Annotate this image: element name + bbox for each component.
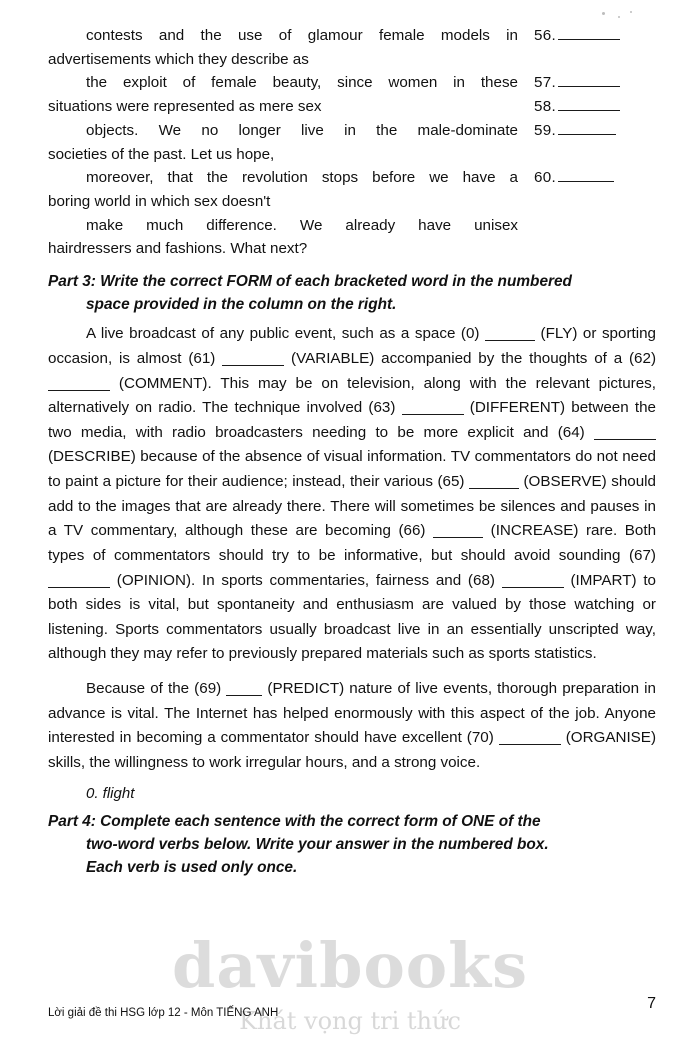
part3-heading-line2: space provided in the column on the right.	[86, 296, 397, 314]
answer-number: 56.	[534, 27, 557, 44]
blank-68[interactable]	[502, 587, 564, 588]
answer-rule[interactable]	[558, 124, 616, 135]
text-block	[48, 214, 518, 261]
part3-paragraph-2	[48, 677, 656, 776]
text-line: situations were represented as mere sex	[48, 98, 322, 116]
blank-62[interactable]	[48, 390, 110, 391]
part4-heading-line3: Each verb is used only once.	[86, 858, 298, 876]
text-segment: (FLY) or sporting occasion, is almost (61)	[48, 325, 656, 367]
answer-slot-58[interactable]	[534, 95, 656, 119]
text-segment: (OPINION). In sports commentaries, fairness and (68)	[110, 571, 502, 589]
answer-rule[interactable]	[558, 29, 620, 40]
text-segment: (VARIABLE) accompanied by the thoughts of a (62)	[284, 349, 657, 367]
answer-block-56	[48, 24, 656, 71]
answer-slot[interactable]	[518, 166, 656, 190]
example-answer: 0. flight	[86, 784, 135, 802]
answer-rule[interactable]	[558, 76, 620, 87]
answer-slot-57[interactable]	[534, 71, 656, 95]
answer-number: 58.	[534, 98, 557, 116]
text-segment: (OBSERVE) should add to the images that are already there. There will sometimes be silences and pauses in a TV commentary, although these are becoming (66)	[48, 473, 656, 540]
text-segment: (ORGANISE) skills, the willingness to work irregular hours, and a strong voice.	[48, 729, 656, 771]
text-block	[48, 166, 518, 213]
blank-64[interactable]	[594, 439, 656, 440]
text-line: hairdressers and fashions. What next?	[48, 240, 308, 258]
text-segment: (INCREASE) rare. Both types of commentators should try to be informative, but should avoid sounding (67)	[48, 522, 657, 564]
answer-rule[interactable]	[558, 100, 620, 111]
text-line: boring world in which sex doesn't	[48, 192, 271, 210]
text-line: societies of the past. Let us hope,	[48, 145, 275, 163]
answer-number: 57.	[534, 74, 557, 92]
text-line: contests and the use of glamour female models in	[86, 27, 518, 44]
text-block	[48, 71, 518, 118]
answer-number: 59.	[534, 121, 557, 139]
text-block	[48, 24, 518, 71]
answer-number: 60.	[534, 169, 557, 187]
footer-caption: Lời giải đề thi HSG lớp 12 - Môn TIẾNG ANH	[48, 1007, 279, 1019]
part3-heading	[48, 270, 656, 316]
answer-block-60	[48, 166, 656, 213]
part4-heading-line1: Part 4: Complete each sentence with the correct form of ONE of the	[48, 812, 541, 830]
answer-block-final	[48, 214, 656, 261]
text-segment: (COMMENT). This may be on television, along with the relevant pictures, alternatively on radio. The technique involved (63)	[48, 374, 656, 417]
text-segment: Because of the (69)	[86, 680, 227, 697]
part3-heading-line1: Part 3: Write the correct FORM of each bracketed word in the numbered	[48, 273, 572, 291]
blank-0[interactable]	[485, 340, 535, 341]
text-line: make much difference. We already have unisex	[86, 216, 518, 234]
part4-heading	[48, 810, 656, 879]
part3-paragraph-1	[48, 322, 656, 667]
answer-rule[interactable]	[558, 171, 614, 182]
text-line: the exploit of female beauty, since women in these	[86, 74, 518, 92]
blank-61[interactable]	[222, 365, 284, 366]
watermark-tagline: Khát vọng tri thức	[239, 1007, 461, 1035]
text-segment: (DIFFERENT) between the two media, with radio broadcasters needing to be more explicit and (64)	[48, 399, 656, 441]
answer-slot-group[interactable]	[518, 71, 656, 118]
text-segment: (IMPART) to both sides is vital, but spontaneity and enthusiasm are valued by those watching or listening. Sports commentators usually broadcast live in an essentially unscripted way, although they may refer to previously prepared materials such as sports statistics.	[48, 571, 656, 663]
blank-66[interactable]	[433, 537, 483, 538]
answer-slot[interactable]	[518, 119, 656, 143]
answer-block-57-58	[48, 71, 656, 118]
blank-65[interactable]	[469, 488, 519, 489]
text-line: moreover, that the revolution stops before we have a	[86, 169, 518, 187]
answer-block-59	[48, 119, 656, 166]
text-segment: A live broadcast of any public event, such as a space (0)	[86, 325, 486, 343]
page-content	[48, 24, 656, 882]
part4-heading-line2: two-word verbs below. Write your answer in the numbered box.	[86, 835, 549, 853]
text-block	[48, 119, 518, 166]
blank-63[interactable]	[402, 414, 464, 415]
blank-67[interactable]	[48, 587, 110, 588]
answer-slot[interactable]	[518, 24, 656, 48]
blank-70[interactable]	[499, 744, 561, 745]
blank-69[interactable]	[226, 695, 262, 696]
page-number: 7	[647, 995, 656, 1012]
text-line: advertisements which they describe as	[48, 50, 309, 68]
watermark-text: davibooks	[171, 929, 529, 1002]
text-segment: (PREDICT) nature of live events, thorough preparation in advance is vital. The Internet has helped enormously with this aspect of the job. Anyone interested in becoming a commentator should have excellent (70)	[48, 680, 656, 747]
text-line: objects. We no longer live in the male-dominate	[86, 121, 518, 139]
text-segment: (DESCRIBE) because of the absence of visual information. TV commentators do not need to paint a picture for their audience; instead, their various (65)	[48, 448, 656, 490]
page-specks	[600, 10, 640, 24]
